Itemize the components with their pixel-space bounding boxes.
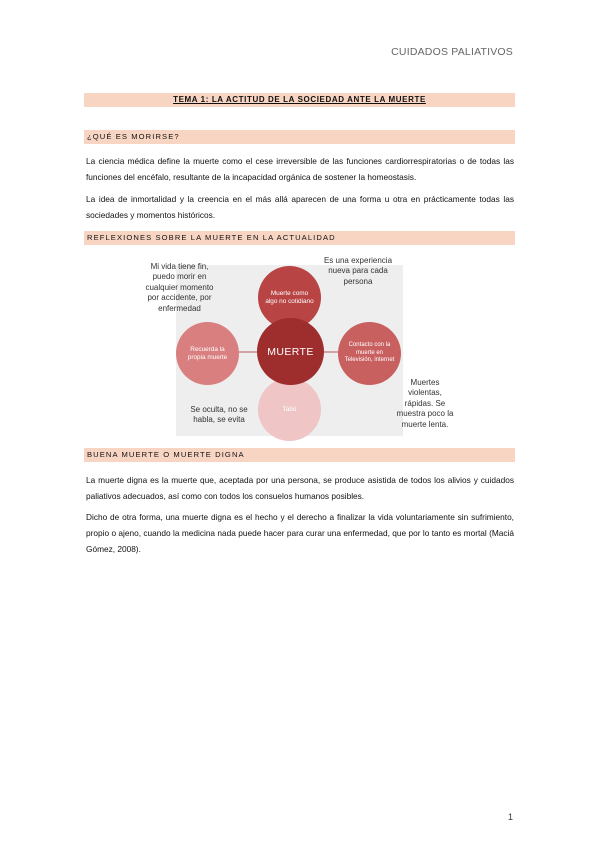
diagram-node-no-cotidiano: Muerte como algo no cotidiano (258, 266, 321, 329)
page-number: 1 (507, 812, 513, 822)
diagram-note-muertes-violentas: Muertes violentas, rápidas. Se muestra poco la muerte lenta. (396, 378, 454, 429)
section-heading-buena-muerte: BUENA MUERTE O MUERTE DIGNA (84, 448, 515, 462)
diagram-node-tabu: Tabú (258, 378, 321, 441)
diagram-node-propia-muerte: Recuerda la propia muerte (176, 322, 239, 385)
diagram-center-muerte: MUERTE (257, 318, 324, 385)
section-heading-que-es-morirse: ¿QUÉ ES MORIRSE? (84, 130, 515, 144)
diagram-note-se-oculta: Se oculta, no se habla, se evita (190, 405, 248, 425)
paragraph-definicion-muerte: La ciencia médica define la muerte como el cese irreversible de las funciones cardiorrespiratorias o de todas las funciones del encéfalo, resultante de la incapacidad orgánica de sostener la homeostasis. (86, 156, 514, 182)
diagram-node-television: Contacto con la muerte en Televisión, internet (338, 322, 401, 385)
paragraph-muerte-digna: La muerte digna es la muerte que, aceptada por una persona, se produce asistida de todos los alivios y cuidados paliativos adecuados, así como con todos los consuelos humanos posibles. (86, 475, 514, 501)
paragraph-inmortalidad: La idea de inmortalidad y la creencia en el más allá aparecen de una forma u otra en prácticamente todas las sociedades y momentos históricos. (86, 194, 514, 220)
paragraph-dicho-de-otra-forma: Dicho de otra forma, una muerte digna es el hecho y el derecho a finalizar la vida voluntariamente sin sufrimiento, propio o ajeno, cuando la medicina nada puede hacer para curar una enfermedad, que por lo tanto es mortal (Maciá Gómez, 2008). (86, 512, 514, 554)
document-title: TEMA 1: LA ACTITUD DE LA SOCIEDAD ANTE LA MUERTE (84, 93, 515, 107)
section-heading-reflexiones: REFLEXIONES SOBRE LA MUERTE EN LA ACTUALIDAD (84, 231, 515, 245)
diagram-note-vida-tiene-fin: Mi vida tiene fin, puedo morir en cualquier momento por accidente, por enfermedad (145, 262, 214, 313)
running-header: CUIDADOS PALIATIVOS (391, 46, 513, 58)
diagram-note-experiencia-nueva: Es una experiencia nueva para cada persona (323, 256, 393, 286)
